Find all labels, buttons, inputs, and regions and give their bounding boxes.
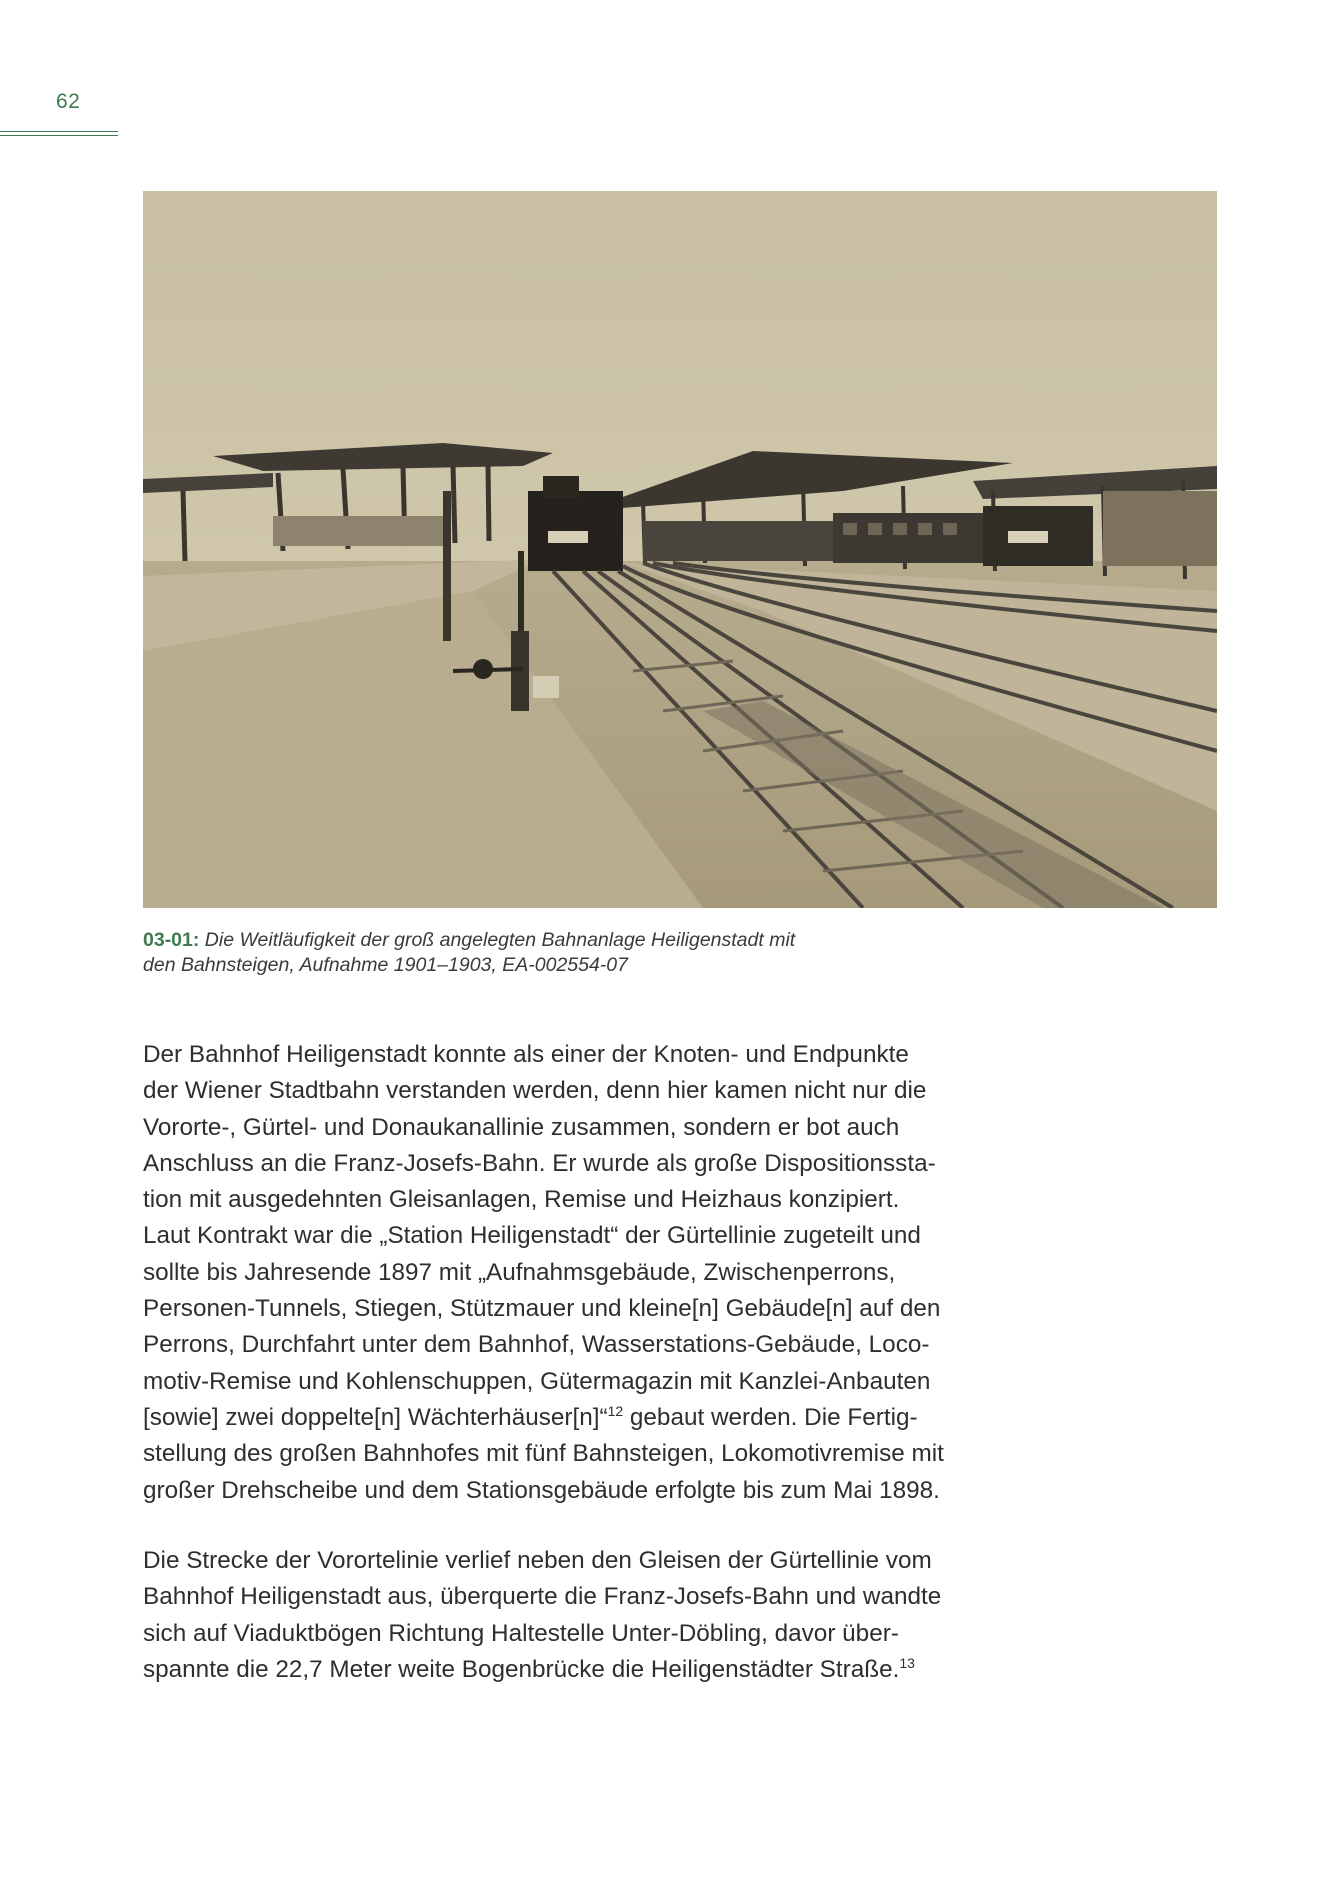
paragraph-line: Der Bahnhof Heiligenstadt konnte als einer der Knoten- und Endpunkte	[143, 1041, 909, 1068]
figure-caption	[143, 928, 1043, 978]
paragraph-line: der Wiener Stadtbahn verstanden werden, denn hier kamen nicht nur die	[143, 1077, 927, 1105]
paragraph-line: Bahnhof Heiligenstadt aus, überquerte die Franz-Josefs-Bahn und wandte	[143, 1583, 942, 1611]
footnote-ref-12[interactable]: 12	[607, 1402, 624, 1419]
paragraph-line-with-footnote	[143, 1652, 1063, 1688]
paragraph-line: Perrons, Durchfahrt unter dem Bahnhof, Wasserstations-Gebäude, Loco-	[143, 1331, 930, 1359]
paragraph-line-with-footnote	[143, 1400, 1063, 1436]
line-text-after-footnote: gebaut werden. Die Fertig-	[623, 1403, 918, 1431]
paragraph-1	[143, 1037, 1063, 1509]
historical-station-photo	[143, 191, 1217, 908]
footnote-ref-13[interactable]: 13	[899, 1654, 915, 1671]
paragraph-line: Anschluss an die Franz-Josefs-Bahn. Er wurde als große Dispositionssta-	[143, 1149, 936, 1177]
paragraph-line: Personen-Tunnels, Stiegen, Stützmauer und kleine[n] Gebäude[n] auf den	[143, 1295, 941, 1323]
header-rule	[0, 131, 118, 132]
paragraph-line: motiv-Remise und Kohlenschuppen, Gütermagazin mit Kanzlei-Anbauten	[143, 1367, 931, 1395]
paragraph-line: großer Drehscheibe und dem Stationsgebäude erfolgte bis zum Mai 1898.	[143, 1476, 940, 1504]
line-text-before-footnote: [sowie] zwei doppelte[n] Wächterhäuser[n]“	[143, 1403, 608, 1431]
line-text: spannte die 22,7 Meter weite Bogenbrücke die Heiligenstädter Straße.	[143, 1655, 900, 1683]
caption-code: 03-01:	[143, 929, 200, 951]
paragraph-line: tion mit ausgedehnten Gleisanlagen, Remise und Heizhaus konzipiert.	[143, 1186, 900, 1214]
paragraph-line: sollte bis Jahresende 1897 mit „Aufnahmsgebäude, Zwischenperrons,	[143, 1258, 896, 1286]
paragraph-line: Die Strecke der Vorortelinie verlief neben den Gleisen der Gürtellinie vom	[143, 1547, 932, 1574]
paragraph-line: sich auf Viaduktbögen Richtung Haltestelle Unter-Döbling, davor über-	[143, 1619, 899, 1647]
paragraph-line: Vororte-, Gürtel- und Donaukanallinie zusammen, sondern er bot auch	[143, 1113, 900, 1141]
paragraph-line: stellung des großen Bahnhofes mit fünf Bahnsteigen, Lokomotivremise mit	[143, 1440, 944, 1468]
paragraph-2	[143, 1543, 1063, 1688]
page-number: 62	[56, 90, 81, 113]
caption-line-1: Die Weitläufigkeit der groß angelegten Bahnanlage Heiligenstadt mit	[204, 929, 796, 951]
station-photo-illustration	[143, 191, 1217, 908]
caption-line-2: den Bahnsteigen, Aufnahme 1901–1903, EA-002554-07	[143, 954, 628, 976]
header-rule-secondary	[0, 135, 118, 136]
paragraph-line: Laut Kontrakt war die „Station Heiligenstadt“ der Gürtellinie zugeteilt und	[143, 1222, 921, 1250]
